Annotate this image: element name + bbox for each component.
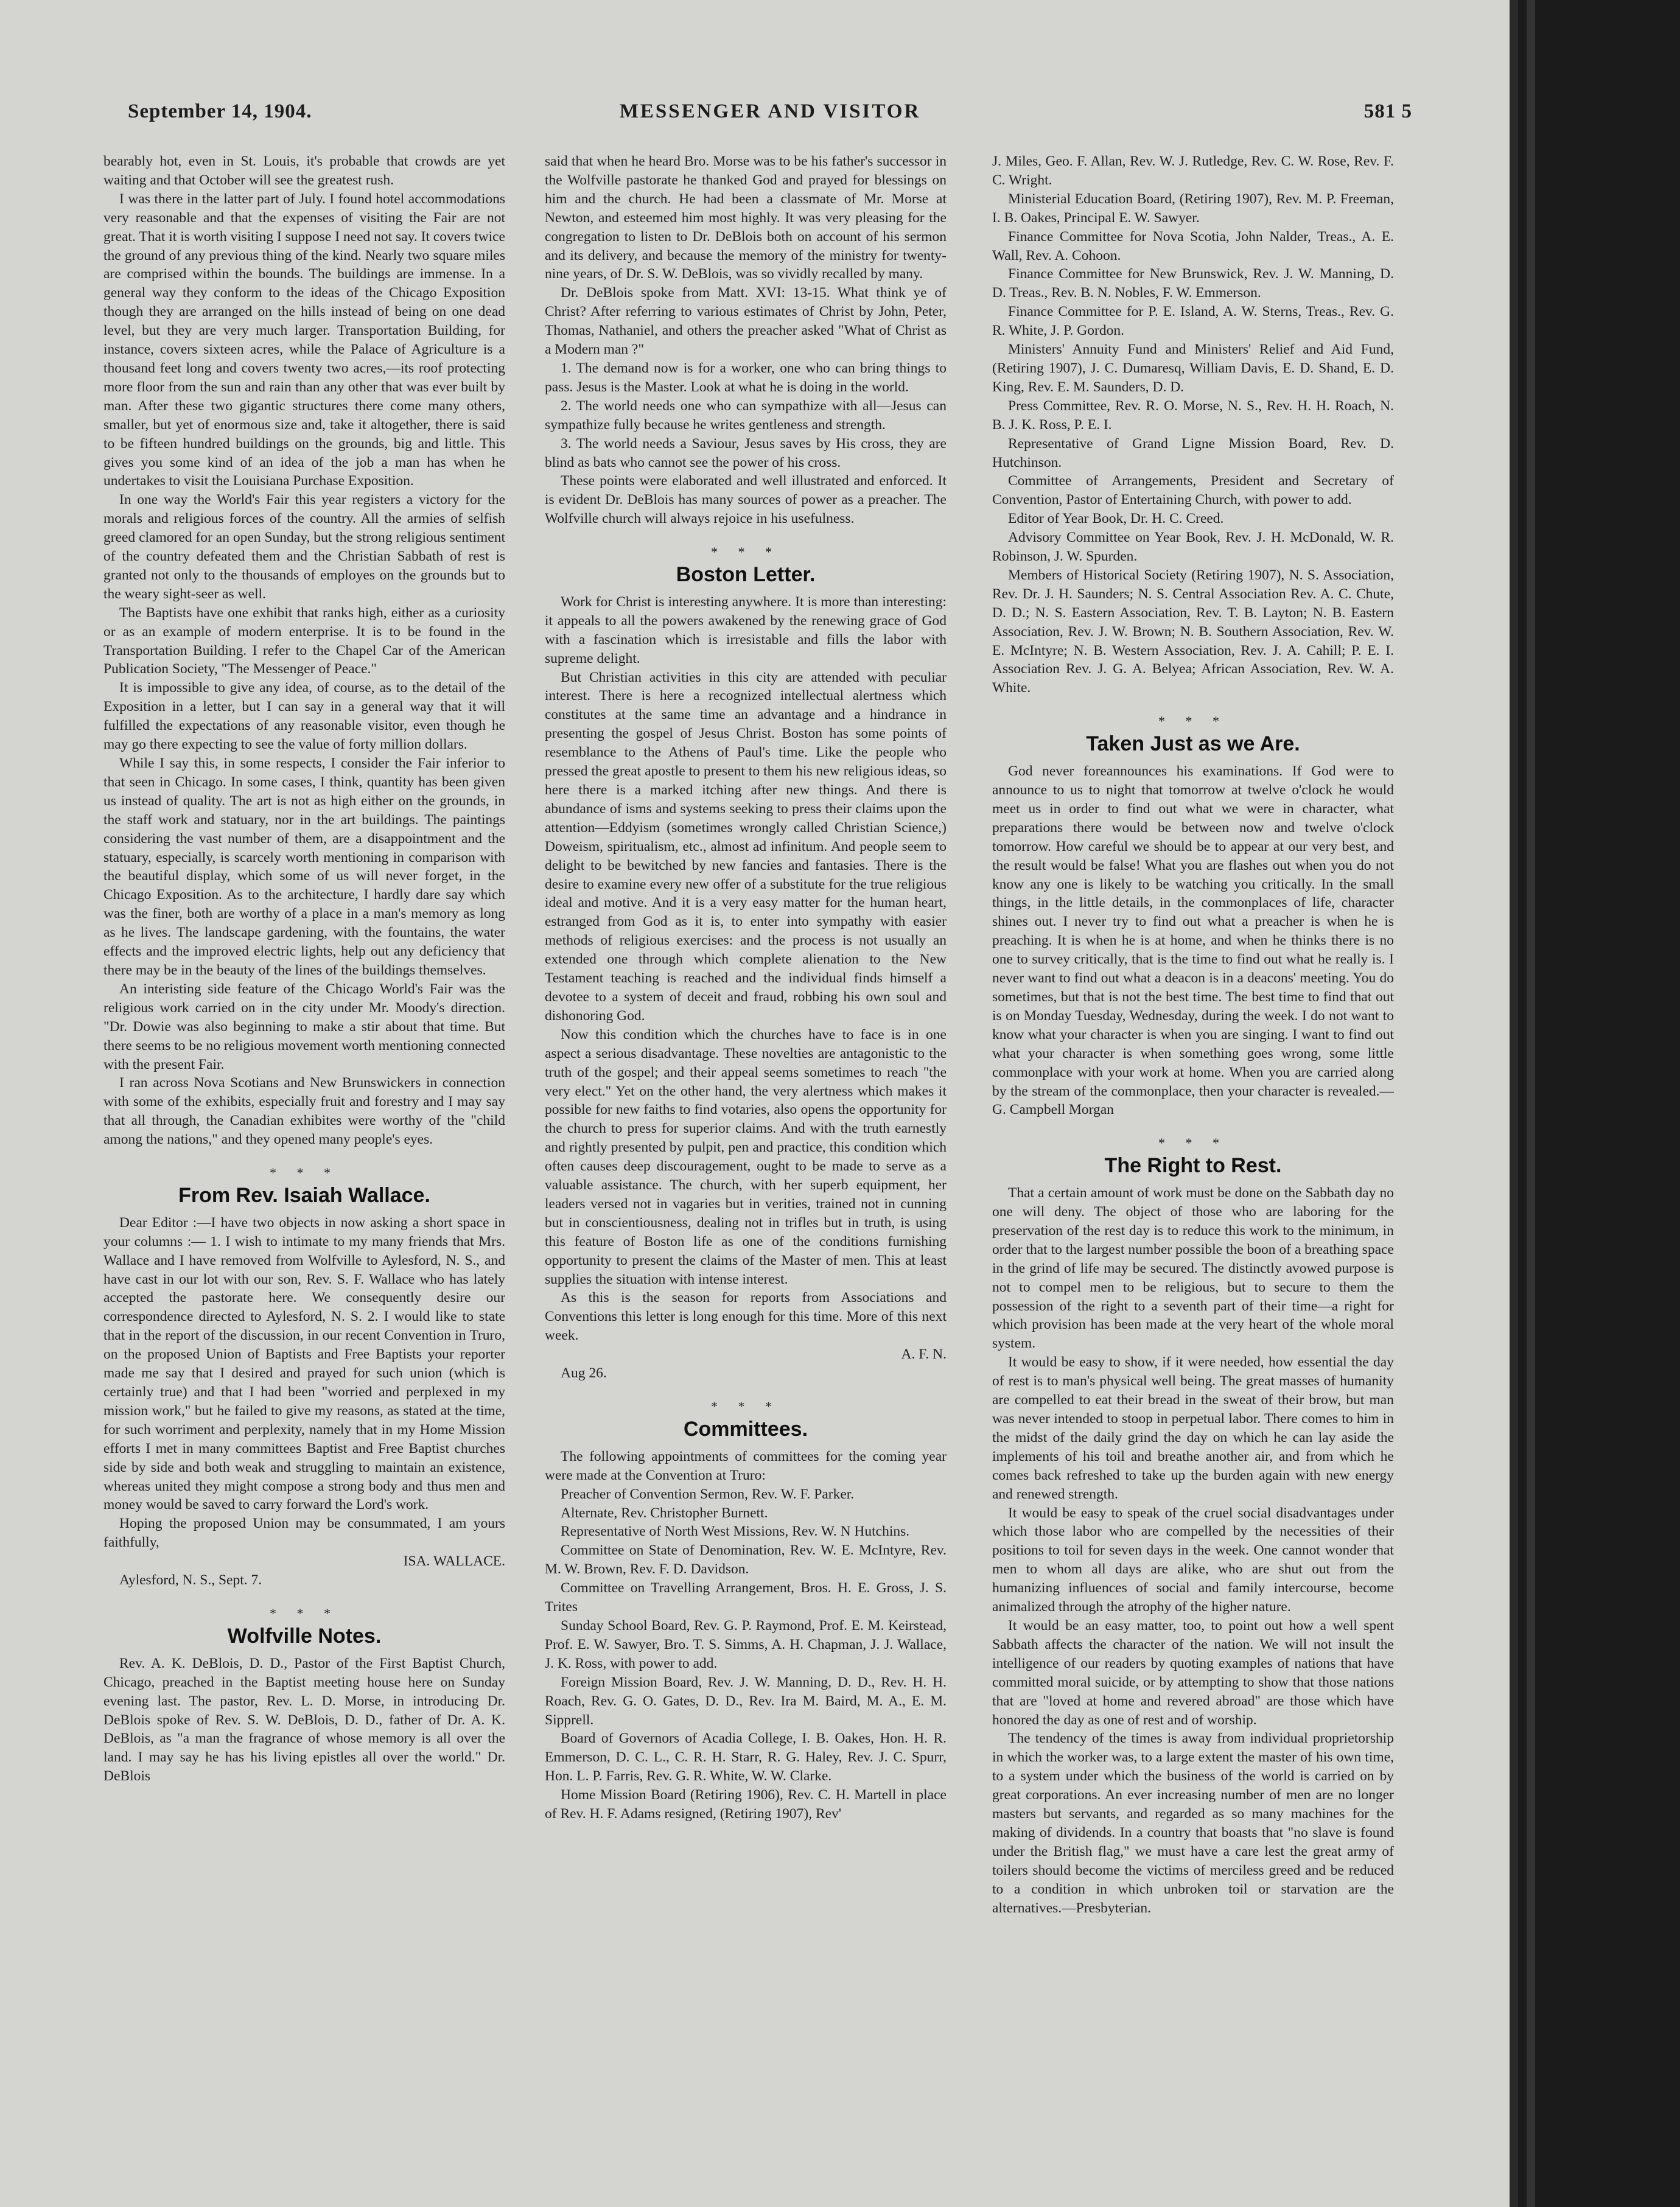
list-item: Finance Committee for New Brunswick, Rev. J. W. Manning, D. D. Treas., Rev. B. N. Nobles, F. W. Emmerson. <box>992 266 1394 301</box>
list-item: Ministerial Education Board, (Retiring 1907), Rev. M. P. Freeman, I. B. Oakes, Principal E. W. Sawyer. <box>992 191 1394 226</box>
headline-wallace: From Rev. Isaiah Wallace. <box>178 1183 430 1207</box>
paragraph: That a certain amount of work must be done on the Sabbath day no one will deny. The object of those who are laboring for the preservation of the rest day is to reduce this work to the minimum, in order that to the largest number possible the boon of a breathing space in the grind of life may be secured. The distinctly avowed purpose is not to compel men to be religious, but to secure to them the possession of the right to a seventh part of their time—a right for which provision has been made at the very heart of the whole moral system. <box>992 1185 1394 1352</box>
dateline: Aug 26. <box>561 1365 607 1382</box>
list-item: Alternate, Rev. Christopher Burnett. <box>561 1505 768 1521</box>
paragraph: As this is the season for reports from Associations and Conventions this letter is long enough for this time. More of this next week. <box>545 1290 947 1344</box>
page-edge <box>1527 0 1535 2207</box>
paragraph: Hoping the proposed Union may be consummated, I am yours faithfully, <box>103 1516 505 1551</box>
paragraph: I was there in the latter part of July. I found hotel accommodations very reasonable and that the expenses of visiting the Fair are not great. That it is worth visiting I suppose I need not say. It covers twice the ground of any previous thing of the kind. Nearly two square miles are comprised within the bounds. The buildings are immense. In a general way they conform to the ideas of the Chicago Exposition though they are arranged on the hills instead of being on one dead level, but they are very much larger. Transportation Building, for instance, covers sixteen acres, while the Palace of Agriculture is a thousand feet long and covers twenty two acres,—its roof protecting more floor from the sun and rain than any other that was ever built by man. After these two gigantic structures there come many others, smaller, but yet of enormous size and, take it altogether, there is said to be fifteen hundred buildings on the grounds, big and little. This gives you some kind of an idea of the job a man has when he undertakes to visit the Louisiana Purchase Exposition. <box>103 191 505 489</box>
paragraph: Now this condition which the churches have to face is in one aspect a serious disadvantage. These novelties are antagonistic to the truth of the gospel; and their appeal seems sometimes to reach "the very elect." Yet on the other hand, the very alertness which makes it possible for new faiths to find votaries, also opens the opportunity for the church to press for superior claims. And with the truth earnestly and rightly presented by pulpit, pen and practice, this condition which often causes deep discouragement, ought to be made to serve as a valuable assistance. The church, with her superb equipment, her leaders versed not in vagaries but in verities, trained not in cunning but in conscientiousness, dealing not in trifles but in truth, is using this feature of Boston life as one of the conditions furnishing opportunity to present the claims of the Master of men. This at least supplies the situation with intense interest. <box>545 1026 947 1287</box>
list-item: Ministers' Annuity Fund and Ministers' Relief and Aid Fund, (Retiring 1907), J. C. Dumaresq, William Davis, E. D. Shand, E. D. King, Rev. E. M. Saunders, D. D. <box>992 341 1394 395</box>
section-separator: * * * <box>711 1399 780 1414</box>
paragraph: said that when he heard Bro. Morse was to be his father's successor in the Wolfville pastorate he thanked God and prayed for blessings on him and the church. He had been a classmate of Mr. Morse at Newton, and esteemed him most highly. It was very pleasing for the congregation to listen to Dr. DeBlois both on account of his sermon and its delivery, and because the memory of the ministry for twenty-nine years, of Dr. S. W. DeBlois, was so vividly recalled by many. <box>545 153 947 282</box>
list-item: Board of Governors of Acadia College, I. B. Oakes, Hon. H. R. Emmerson, D. C. L., C. R. H. Starr, R. G. Haley, Rev. J. C. Spurr, Hon. L. P. Farris, Rev. G. R. White, W. W. Clarke. <box>545 1730 947 1785</box>
section-separator: * * * <box>270 1165 339 1181</box>
list-item: Representative of Grand Ligne Mission Board, Rev. D. Hutchinson. <box>992 435 1394 470</box>
section-separator: * * * <box>270 1605 339 1621</box>
paragraph: The tendency of the times is away from individual proprietorship in which the worker was, to a large extent the master of his own time, to a system under which the business of the world is carried on by great corporations. An ever increasing number of men are no longer masters but servants, and regarded as so many machines for the making of dividends. In a country that boasts that "no slave is found under the British flag," we must have a care lest the great army of toilers should become the victims of merciless greed and be reduced to a condition in which unbroken toil or starvation are the alternatives.—Presbyterian. <box>992 1730 1394 1916</box>
paragraph: It is impossible to give any idea, of course, as to the detail of the Exposition in a letter, but I can say in a general way that it will fulfilled the expectations of any reasonable visitor, even though he may go there expecting to see the value of forty million dollars. <box>103 680 505 753</box>
headline-wolfville: Wolfville Notes. <box>227 1624 382 1648</box>
paragraph: Dr. DeBlois spoke from Matt. XVI: 13-15. What think ye of Christ? After referring to various estimates of Christ by John, Peter, Thomas, Nathaniel, and others the preacher asked "What of Christ as a Modern man ?" <box>545 285 947 358</box>
list-item: Representative of North West Missions, Rev. W. N Hutchins. <box>561 1523 910 1540</box>
list-item: Advisory Committee on Year Book, Rev. J. H. McDonald, W. R. Robinson, J. W. Spurden. <box>992 530 1394 565</box>
list-item: Editor of Year Book, Dr. H. C. Creed. <box>1008 511 1224 527</box>
paragraph: bearably hot, even in St. Louis, it's probable that crowds are yet waiting and that October will see the greatest rush. <box>103 153 505 188</box>
newspaper-title: MESSENGER AND VISITOR <box>619 100 921 122</box>
column-2 <box>545 152 947 2161</box>
column-1 <box>103 152 505 2161</box>
paragraph: 2. The world needs one who can sympathize with all—Jesus can sympathize fully because he writes gentleness and strength. <box>545 397 947 433</box>
masthead <box>128 100 1412 137</box>
paragraph: An interisting side feature of the Chicago World's Fair was the religious work carried on in the city under Mr. Moody's direction. "Dr. Dowie was also beginning to make a stir about that time. But there seems to be no religious movement worth mentioning connected with the present Fair. <box>103 981 505 1072</box>
paragraph: Work for Christ is interesting anywhere. It is more than interesting: it appeals to all the powers awakened by the renewing grace of God with a fascination which is irresistable and fills the labor with supreme delight. <box>545 593 947 666</box>
paragraph: I ran across Nova Scotians and New Brunswickers in connection with some of the exhibits, especially fruit and forestry and I may say that all through, the Canadian exhibites were worthy of the "child among the nations," and they opened many people's eyes. <box>103 1075 505 1148</box>
headline-boston: Boston Letter. <box>676 563 816 587</box>
list-item: Finance Committee for P. E. Island, A. W. Sterns, Treas., Rev. G. R. White, J. P. Gordon. <box>992 304 1394 339</box>
paragraph: It would be easy to show, if it were needed, how essential the day of rest is to man's physical well being. The great masses of humanity are compelled to eat their bread in the sweat of their brow, but man was never intended to stoop in perpetual labor. There comes to him in the midst of the daily grind the day on which he can lay aside the implements of his toil and breathe another air, and from which he comes back refreshed to take up the burden again with new energy and renewed strength. <box>992 1354 1394 1502</box>
issue-date: September 14, 1904. <box>128 100 312 122</box>
section-separator: * * * <box>711 544 780 560</box>
list-item: Preacher of Convention Sermon, Rev. W. F. Parker. <box>561 1486 855 1502</box>
paragraph: The Baptists have one exhibit that ranks high, either as a curiosity or as an example of modern enterprise. It is to be found in the Transportation Building. I refer to the Chapel Car of the American Publication Society, "The Messenger of Peace." <box>103 604 505 677</box>
paragraph: 3. The world needs a Saviour, Jesus saves by His cross, they are blind as bats who cannot see the power of his cross. <box>545 435 947 470</box>
list-item: Committee on Travelling Arrangement, Bros. H. E. Gross, J. S. Trites <box>545 1580 947 1615</box>
list-item: Home Mission Board (Retiring 1906), Rev. C. H. Martell in place of Rev. H. F. Adams resigned, (Retiring 1907), Rev' <box>545 1787 947 1822</box>
headline-taken: Taken Just as we Are. <box>1086 732 1300 756</box>
paragraph: In one way the World's Fair this year registers a victory for the morals and religious forces of the country. All the armies of selfish greed clamored for an open Sunday, but the strong religious sentiment of the country defeated them and the Christian Sabbath of rest is granted not only to the thousands of employes on the grounds but to the weary sight-seer as well. <box>103 492 505 602</box>
headline-rest: The Right to Rest. <box>1104 1154 1282 1178</box>
paragraph: Dear Editor :—I have two objects in now asking a short space in your columns :— 1. I wish to intimate to my many friends that Mrs. Wallace and I have removed from Wolfville to Aylesford, N. S., and have cast in our lot with our son, Rev. S. F. Wallace who has lately accepted the pastorate here. We consequently desire our correspondence directed to Aylesford, N. S. 2. I would like to state that in the report of the discussion, in our recent Convention in Truro, on the proposed Union of Baptists and Free Baptists your reporter made me say that I desired and prayed for such union (which is certainly true) and that I had been "worried and perplexed in my mission work," but he failed to give my reasons, as stated at the time, for such worriment and perplexity, namely that in my Home Mission efforts I met in many committees Baptist and Free Baptist churches side by side and both weak and struggling to maintain an existence, whereas united they might compose a strong body and thus men and money would be saved to carry forward the Lord's work. <box>103 1214 505 1513</box>
list-item: Members of Historical Society (Retiring 1907), N. S. Association, Rev. Dr. J. H. Saunders; N. S. Central Association Rev. A. C. Chute, D. D.; N. S. Eastern Association, Rev. T. B. Layton; N. B. Eastern Association, Rev. J. W. Brown; N. B. Southern Association, Rev. W. E. McIntyre; N. B. Western Association, Rev. J. A. Cahill; P. E. I. Association Rev. J. G. A. Belyea; African Association, Rev. W. A. White. <box>992 567 1394 696</box>
page-number: 581 5 <box>1363 100 1412 122</box>
paragraph: 1. The demand now is for a worker, one who can bring things to pass. Jesus is the Master. Look at what he is doing in the world. <box>545 360 947 395</box>
signature: A. F. N. <box>901 1346 947 1363</box>
list-item: Sunday School Board, Rev. G. P. Raymond, Prof. E. M. Keirstead, Prof. E. W. Sawyer, Bro. T. S. Simms, A. H. Chapman, J. J. Wallace, J. K. Ross, with power to add. <box>545 1617 947 1671</box>
list-item: Press Committee, Rev. R. O. Morse, N. S., Rev. H. H. Roach, N. B. J. K. Ross, P. E. I. <box>992 397 1394 433</box>
dateline: Aylesford, N. S., Sept. 7. <box>119 1572 262 1589</box>
list-item: Foreign Mission Board, Rev. J. W. Manning, D. D., Rev. H. H. Roach, Rev. G. O. Gates, D. D., Rev. Ira M. Baird, M. A., E. M. Sipprell. <box>545 1674 947 1728</box>
paragraph: But Christian activities in this city are attended with peculiar interest. There is here a recognized intellectual alertness which constitutes at the same time an advantage and a hindrance in presenting the gospel of Jesus Christ. Boston has some points of resemblance to the Athens of Paul's time. Like the people who pressed the great apostle to present to them his new religious ideas, so here there is a marked itching after new things. And there is abundance of isms and systems seeking to press their claims upon the attention—Eddyism (sometimes wrongly called Christian Science,) Doweism, spiritualism, etc., almost ad infinitum. And people seem to delight to be bewitched by new fancies and fantasies. There is the desire to examine every new offer of a substitute for the true religious ideal and motive. And it is a very easy matter for the human heart, estranged from God as it is, to enter into sympathy with easier methods of religious exercises: and the process is not usually an extended one through which complete alienation to the New Testament teaching is reached and the individual finds himself a devotee to a system of deceit and fraud, robbing his own soul and dishonoring God. <box>545 669 947 1024</box>
section-separator: * * * <box>1158 1135 1228 1151</box>
list-item: Committee of Arrangements, President and Secretary of Convention, Pastor of Entertaining Church, with power to add. <box>992 473 1394 508</box>
paragraph: It would be easy to speak of the cruel social disadvantages under which those labor who are compelled by the necessities of their positions to toil for seven days in the week. One cannot wonder that men to whom all days are alike, who are shut out from the humanizing influences of social and family intercourse, become animalized through the atrophy of the higher nature. <box>992 1505 1394 1615</box>
paragraph: Rev. A. K. DeBlois, D. D., Pastor of the First Baptist Church, Chicago, preached in the Baptist meeting house here on Sunday evening last. The pastor, Rev. L. D. Morse, in introducing Dr. DeBlois spoke of Rev. S. W. DeBlois, D. D., father of Dr. A. K. DeBlois, as "a man the fragrance of whose memory is all over the land. I may say he has his living epistles all over the world." Dr. DeBlois <box>103 1655 505 1785</box>
paragraph: While I say this, in some respects, I consider the Fair inferior to that seen in Chicago. In some cases, I think, quantity has been given us instead of quality. The art is not as high either on the grounds, in the staff work and statuary, nor in the art buildings. The paintings considering the vast number of them, are a disappointment and the statuary, especially, is scarcely worth mentioning in comparison with the beautiful display, which some of us will never forget, in the Chicago Exposition. As to the architecture, I hardly dare say which was the finer, both are worthy of a place in a man's memory as long as he lives. The landscape gardening, with the fountains, the water effects and the improved electric lights, help out any deficiency that there may be in the beauty of the lines of the buildings themselves. <box>103 755 505 978</box>
list-item: Committee on State of Denomination, Rev. W. E. McIntyre, Rev. M. W. Brown, Rev. F. D. Davidson. <box>545 1542 947 1578</box>
paragraph: God never foreannounces his examinations. If God were to announce to us to night that tomorrow at twelve o'clock he would meet us in order to find out what we were in character, what preparations there would be between now and twelve o'clock tomorrow. How careful we should be to appear at our very best, and the result would be false! What you are flashes out when you do not know any one is likely to be watching you critically. In the small things, in the little details, in the commonplaces of life, character shines out. I never try to find out what a preacher is when he is preaching. It is when he is at home, and when he thinks there is no one to survey critically, that is the time to find out what he really is. I never want to find out what a deacon is in a deacons' meeting. You do sometimes, but that is not the best time. The best time to find that out is on Monday Tuesday, Wednesday, during the week. I do not want to know what your character is when you are singing. I want to find out what your character is when something goes wrong, some little commonplace with your work at home. When you are carried along by the stream of the commonplace, then your character is revealed.—G. Campbell Morgan <box>992 763 1394 1118</box>
list-item: Finance Committee for Nova Scotia, John Nalder, Treas., A. E. Wall, Rev. A. Cohoon. <box>992 228 1394 264</box>
column-3 <box>992 152 1394 2161</box>
paragraph: It would be an easy matter, too, to point out how a well spent Sabbath affects the character of the nation. We will not insult the intelligence of our readers by quoting examples of nations that have committed moral suicide, or by attempting to show that those nations that are "loved at home and revered abroad" are those which have honored the day as one of rest and of worship. <box>992 1617 1394 1728</box>
list-item: J. Miles, Geo. F. Allan, Rev. W. J. Rutledge, Rev. C. W. Rose, Rev. F. C. Wright. <box>992 153 1394 188</box>
section-separator: * * * <box>1158 713 1228 729</box>
page-edge <box>1510 0 1518 2207</box>
paragraph: The following appointments of committees for the coming year were made at the Convention at Truro: <box>545 1448 947 1483</box>
signature: ISA. WALLACE. <box>403 1553 505 1570</box>
paragraph: These points were elaborated and well illustrated and enforced. It is evident Dr. DeBlois has many sources of power as a preacher. The Wolfville church will always rejoice in his usefulness. <box>545 473 947 527</box>
headline-committees: Committees. <box>683 1417 808 1441</box>
